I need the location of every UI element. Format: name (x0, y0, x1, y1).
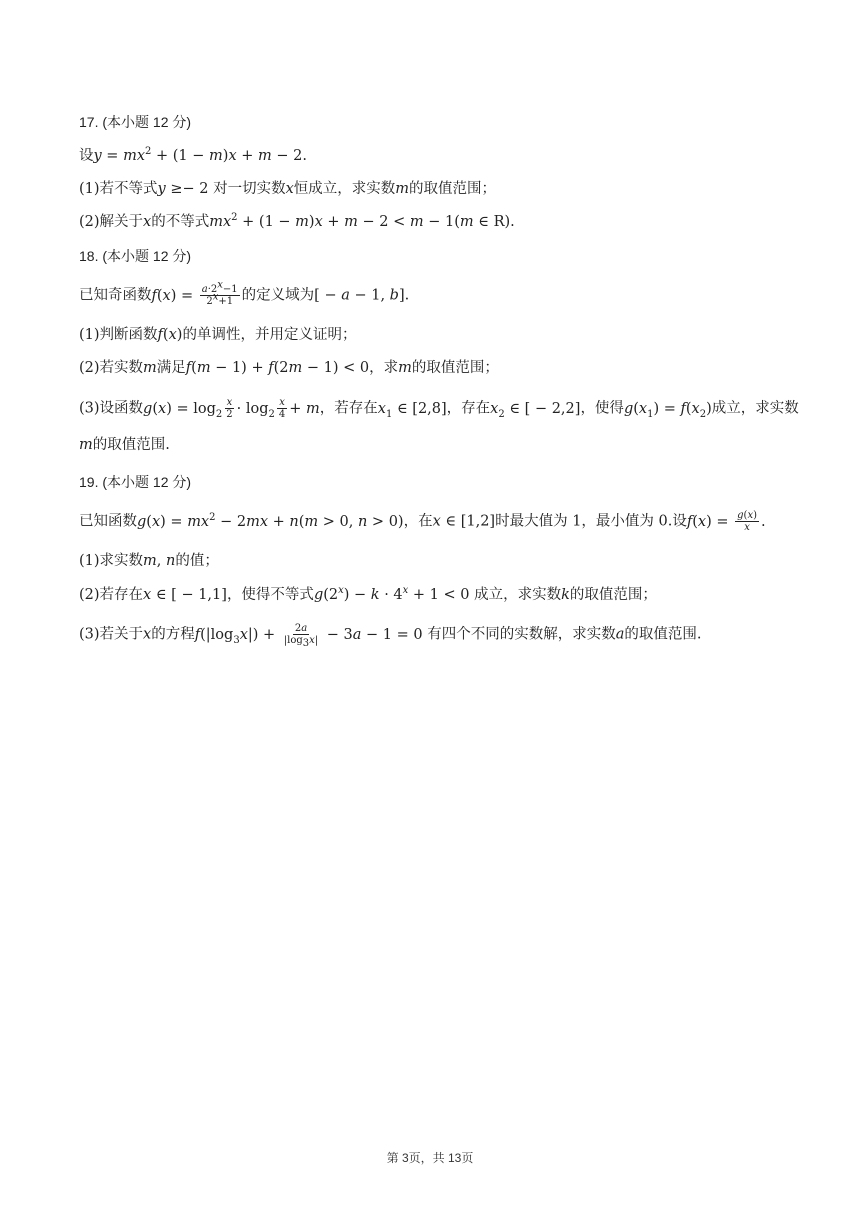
problem-19-part-1: (1)求实数m, n的值； (79, 553, 219, 569)
problem-18-part-3-cont: m的取值范围. (79, 437, 170, 453)
problem-19-part-3: (3)若关于x的方程$f(|\log_3x|)$ + $\frac{2a}{|\log_3x|}$ − 3a − 1 = 0 有四个不同的实数解，求实数a的取值范围. (79, 623, 702, 649)
problem-19-stem: 已知函数$g(x) = mx^2 - 2mx + n(m > 0$, n > 0)，在x ∈ [1,2]时最大值为 1，最小值为 0.设f(x) = $\frac{g(x)}{x}$ . (79, 510, 766, 533)
problem-18-heading: 18. (本小题 12 分) (79, 248, 192, 264)
problem-17-part-2: (2)解关于x的不等式$mx^2 + (1 - m)x + m - 2 < m - 1(m$ ∈ R). (79, 212, 515, 230)
problem-18-part-2: (2)若实数m满足f(m − 1) + f(2m − 1) < 0，求m的取值范围； (79, 360, 499, 376)
problem-19-heading: 19. (本小题 12 分) (79, 474, 192, 490)
page-footer: 第 3页，共 13页 (386, 1151, 474, 1165)
problem-17-stem: 设$y = mx^2 + (1 - m)x + m - 2$. (79, 146, 307, 164)
problem-17-part-1: (1)若不等式y ≥− 2 对一切实数x恒成立，求实数m的取值范围； (79, 181, 497, 197)
problem-18-part-1: (1)判断函数f(x)的单调性，并用定义证明； (79, 327, 357, 343)
formula: $y = mx^2 + (1 - m)x + m - 2$. (93, 146, 307, 164)
problem-18-part-3: (3)设函数$g(x) = \log_2$ $\frac{x}{2}$ · $\log_2$ $\frac{x}{4}$ + m，若存在$x_1$ ∈ [2,8]，存在$x_2$ ∈ [ − 2,2]，使得$g(x_1) = f(x_2)$成立，求实数 (79, 397, 799, 420)
problem-18-stem: 已知奇函数f(x) = $\frac{a\cdot 2^x-1}{2^x+1}$ 的定义域为[ − a − 1, b]. (79, 279, 410, 307)
problem-19-part-2: (2)若存在x ∈ [ − 1,1]，使得不等式$g(2^x) - k \cdot 4^x + 1 < 0$ 成立，求实数k的取值范围； (79, 585, 657, 603)
problem-17-heading: 17. (本小题 12 分) (79, 114, 192, 130)
